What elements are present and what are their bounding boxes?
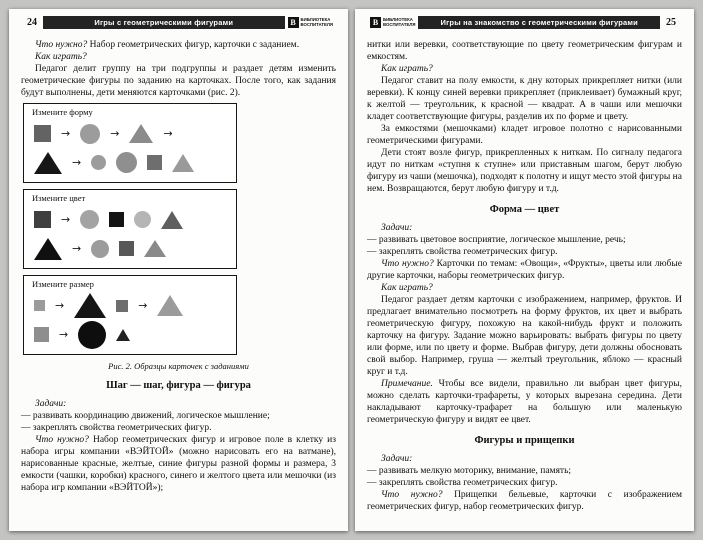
shape-row: [31, 205, 229, 234]
triangle-shape: [129, 124, 153, 143]
lead-how-to-play: Как играть?: [381, 283, 433, 293]
paragraph-continuation: нитки или веревки, соответствующие по цвету геометрическим фигурам и емкостям.: [367, 40, 682, 62]
arrow-icon: →: [72, 156, 82, 169]
tasks-label: Задачи:: [381, 223, 413, 233]
circle-shape: [78, 321, 106, 349]
lead-what-needed: Что нужно?: [381, 259, 434, 269]
logo-text: [301, 18, 333, 28]
paragraph-note: [367, 378, 682, 426]
triangle-shape: [34, 152, 62, 174]
logo-letter-icon: В: [288, 17, 299, 28]
paragraph-need: [367, 258, 682, 282]
left-page: [9, 9, 348, 531]
paragraph-text: Чтобы все видели, правильно ли выбран цвет фигуры, можно сделать карточки-трафареты, у которых вырезана середина. Дети накладывают карточку-трафарет на большую или маленькую геометрическую фигуру и видят ее цвет.: [367, 379, 682, 425]
card-label: Измените форму: [32, 107, 93, 117]
logo-line1: БИБЛИОТЕКА: [383, 16, 413, 22]
arrow-icon: →: [72, 242, 82, 255]
arrow-icon: →: [163, 127, 173, 140]
task-item: — закреплять свойства геометрических фигур.: [21, 423, 212, 433]
right-page-header: [367, 15, 682, 30]
logo-line2: ВОСПИТАТЕЛЯ: [300, 21, 333, 27]
triangle-shape: [116, 329, 130, 341]
logo-line1: БИБЛИОТЕКА: [300, 16, 331, 22]
arrow-icon: →: [61, 127, 71, 140]
square-shape: [116, 300, 128, 312]
paragraph-text: Набор геометрических фигур, карточки с заданием.: [87, 40, 300, 50]
triangle-shape: [144, 240, 166, 257]
shape-row: [31, 234, 229, 263]
square-shape: [147, 155, 162, 170]
paragraph-need: [21, 39, 336, 51]
circle-shape: [80, 124, 100, 144]
section-heading: Фигуры и прищепки: [474, 435, 575, 446]
lead-how-to-play: Как играть?: [35, 52, 87, 62]
circle-shape: [134, 211, 151, 228]
circle-shape: [91, 155, 106, 170]
paragraph-need: [367, 489, 682, 513]
running-title: Игры на знакомство с геометрическими фигурами: [418, 16, 660, 29]
figure-cards: [23, 103, 237, 355]
arrow-icon: →: [110, 127, 120, 140]
task-card: [23, 275, 237, 355]
shape-row: [31, 148, 229, 177]
square-shape: [34, 211, 51, 228]
tasks-label: Задачи:: [381, 454, 413, 464]
paragraph: Педагог раздает детям карточки с изображением, например, фруктов. И предлагает внимательно посмотреть на форму фруктов, их цвет и выбрать геометрическую фигуру, похожую на какой-нибудь фрукт и положить карточку на фигуру. Задание можно варьировать: выбрать фигуры по цвету или форме, или по цвету и форме. Выбрав фигуру, дети должны обосновать свой выбор. Например, груша — желтый треугольник, яблоко — красный круг и т.д.: [367, 295, 682, 377]
shape-row: [31, 291, 229, 320]
logo-text: [383, 18, 415, 28]
square-shape: [34, 300, 45, 311]
paragraph: Дети стоят возле фигур, прикрепленных к ниткам. По сигналу педагога идут по ниткам «ступня к ступне» или приставным шагом, берут любую фигуру из чаши (мешочка), подходят к полотну и ищут место этой фигуры на нем. Возвращаются, берут любую фигуру и т.д.: [367, 148, 682, 194]
lead-what-needed: Что нужно?: [35, 40, 88, 50]
section-heading: Форма — цвет: [489, 204, 560, 215]
figure-caption: Рис. 2. Образцы карточек с заданиями: [108, 361, 249, 371]
left-page-header: [21, 15, 336, 30]
logo-letter-icon: В: [370, 17, 381, 28]
circle-shape: [80, 210, 99, 229]
arrow-icon: →: [59, 328, 69, 341]
task-item: — закреплять свойства геометрических фигур.: [367, 478, 558, 488]
shape-row: [31, 119, 229, 148]
circle-shape: [91, 240, 109, 258]
triangle-shape: [161, 211, 183, 229]
paragraph-text: Набор геометрических фигур и игровое поле в клетку из набора игры компании «ВЭЙТОЙ» (можно нарисовать его на ватмане), нарисованные красные, желтые, синие фигуры разной формы и размера, 3 емкости (чашки, коробки) красного, синего и желтого цвета или мешочки (из набора игр компании «ВЭЙТОЙ»);: [21, 435, 337, 493]
lead-how-to-play: Как играть?: [381, 64, 433, 74]
circle-shape: [116, 152, 137, 173]
arrow-icon: →: [61, 213, 71, 226]
paragraph: За емкостями (мешочками) кладет игровое полотно с нарисованными геометрическими фигурами.: [367, 124, 682, 146]
square-shape: [34, 125, 51, 142]
paragraph-text: Прищепки бельевые, карточки с изображением геометрических фигур, набор геометрических фигур.: [367, 490, 682, 512]
square-shape: [34, 327, 49, 342]
arrow-icon: →: [55, 299, 65, 312]
triangle-shape: [172, 154, 194, 172]
square-shape: [119, 241, 134, 256]
task-card: [23, 189, 237, 269]
paragraph-how-to-play: [21, 51, 336, 63]
task-item: — развивать цветовое восприятие, логическое мышление, речь;: [367, 235, 626, 245]
shape-row: [31, 320, 229, 349]
arrow-icon: →: [138, 299, 148, 312]
triangle-shape: [157, 295, 183, 316]
right-page: [355, 9, 694, 531]
triangle-shape: [34, 238, 62, 260]
square-shape: [109, 212, 124, 227]
paragraph-how-to-play: [367, 282, 682, 294]
tasks-label: Задачи:: [35, 399, 67, 409]
task-item: — развивать мелкую моторику, внимание, память;: [367, 466, 572, 476]
paragraph-text: Карточки по темам: «Овощи», «Фрукты», цветы или любые другие карточки, наборы геометрических фигур.: [367, 259, 682, 281]
paragraph: Педагог ставит на полу емкости, к дну которых прикрепляет нитки (или веревки). К концу синей веревки прикрепляет (приклеивает) бумажный круг, к желтой — треугольник, к красной — квадрат. А в чаши или мешочки кладет соответствующие фигуры, разделив их по форме и цвету.: [367, 76, 682, 122]
paragraph-need: [21, 434, 336, 494]
page-number: 25: [666, 17, 676, 28]
publisher-logo: [285, 17, 336, 28]
lead-what-needed: Что нужно?: [35, 435, 89, 445]
running-title: Игры с геометрическими фигурами: [43, 16, 285, 29]
triangle-shape: [74, 293, 106, 318]
paragraph-how-to-play: [367, 63, 682, 75]
paragraph: Педагог делит группу на три подгруппы и раздает детям изменить геометрические фигуры по заданию на карточках. После того, как задания будут выполнены, дети меняются карточками (рис. 2).: [21, 64, 336, 98]
logo-line2: ВОСПИТАТЕЛЯ: [383, 21, 416, 27]
task-item: — закреплять свойства геометрических фигур.: [367, 247, 558, 257]
lead-note: Примечание.: [381, 379, 433, 389]
publisher-logo: [367, 17, 418, 28]
page-number: 24: [27, 17, 37, 28]
lead-what-needed: Что нужно?: [381, 490, 443, 500]
task-card: [23, 103, 237, 183]
card-label: Измените размер: [32, 279, 94, 289]
section-heading: Шаг — шаг, фигура — фигура: [106, 380, 251, 391]
card-label: Измените цвет: [32, 193, 86, 203]
task-item: — развивать координацию движений, логическое мышление;: [21, 411, 270, 421]
